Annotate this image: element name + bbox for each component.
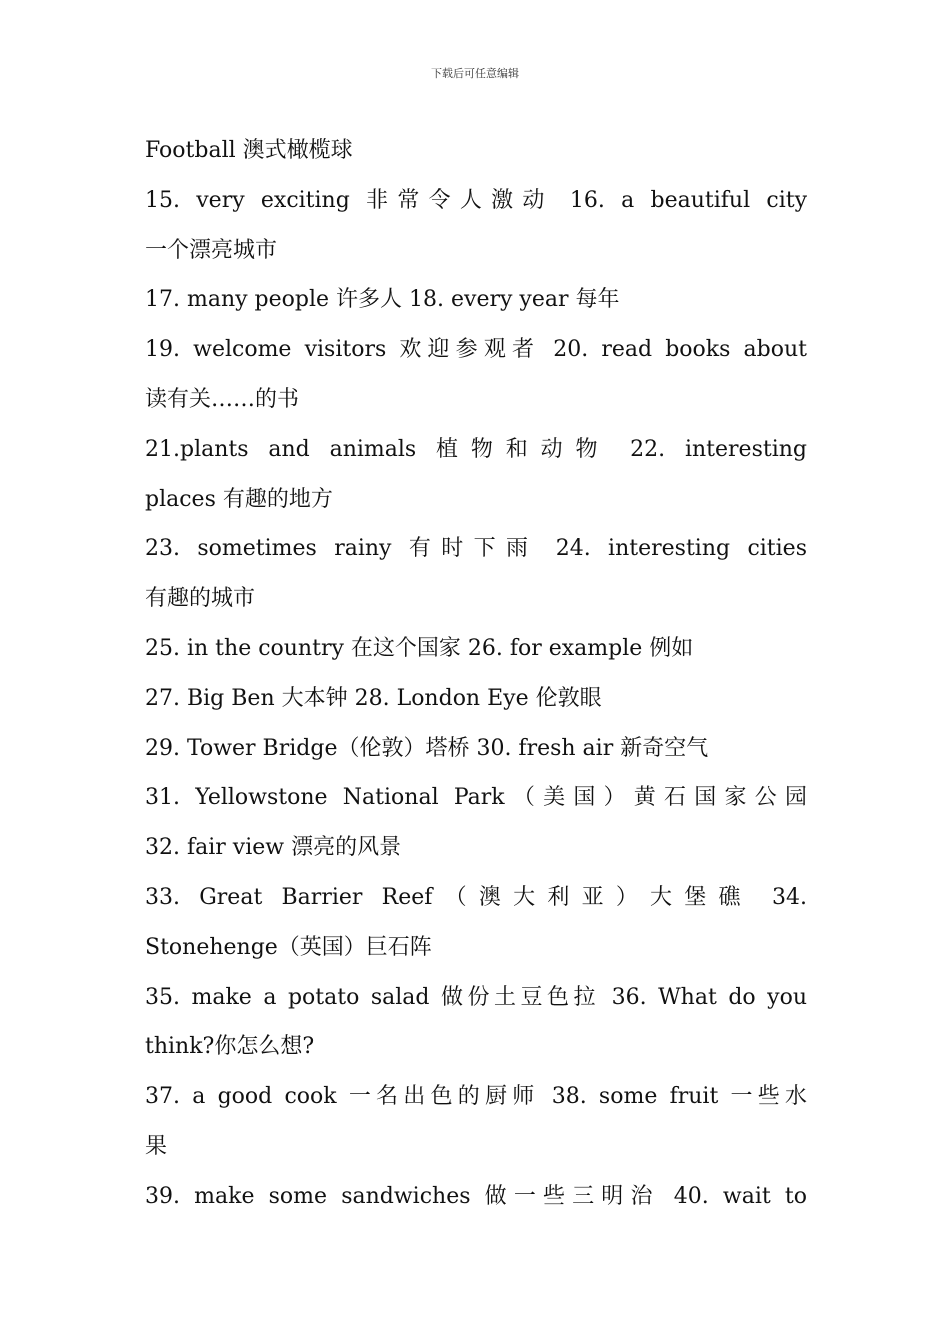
text-line: 29. Tower Bridge（伦敦）塔桥 30. fresh air 新奇空气 (145, 735, 709, 761)
text-line: 读有关……的书 (145, 386, 300, 412)
text-line: 32. fair view 漂亮的风景 (145, 835, 402, 861)
text-line: 27. Big Ben 大本钟 28. London Eye 伦敦眼 (145, 685, 602, 711)
text-line: 一个漂亮城市 (145, 237, 278, 263)
text-line: think?你怎么想? (145, 1034, 315, 1060)
text-line: 37. a good cook 一名出色的厨师 38. some fruit 一些水 (145, 1084, 807, 1110)
text-line: 25. in the country 在这个国家 26. for example 例如 (145, 635, 694, 661)
text-line: 有趣的城市 (145, 586, 256, 612)
text-line: 35. make a potato salad 做份土豆色拉 36. What do you (145, 984, 807, 1010)
vocabulary-list (145, 126, 807, 1222)
text-line: places 有趣的地方 (145, 486, 333, 512)
text-line: 17. many people 许多人 18. every year 每年 (145, 287, 620, 313)
text-line: Football 澳式橄榄球 (145, 138, 353, 163)
text-line: 21.plants and animals 植物和动物 22. interesting (145, 436, 807, 462)
text-line: 39. make some sandwiches 做一些三明治 40. wait to (145, 1183, 807, 1209)
text-line: 果 (145, 1133, 168, 1159)
text-line: 31. Yellowstone National Park（美国）黄石国家公园 (145, 785, 807, 811)
text-line: 19. welcome visitors 欢迎参观者 20. read books about (145, 337, 807, 363)
text-line: 33. Great Barrier Reef（澳大利亚）大堡礁 34. (145, 884, 807, 910)
text-line: 23. sometimes rainy 有时下雨 24. interesting cities (145, 536, 807, 562)
text-line: Stonehenge（英国）巨石阵 (145, 934, 432, 960)
page-header: 下载后可任意编辑 (431, 67, 519, 80)
text-line: 15. very exciting 非常令人激动 16. a beautiful city (145, 187, 807, 213)
